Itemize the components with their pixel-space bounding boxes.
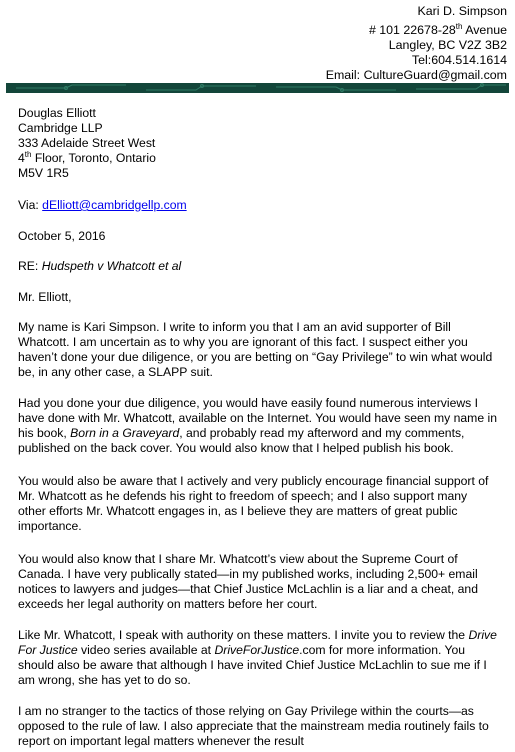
recipient-floor: 4th Floor, Toronto, Ontario: [18, 149, 156, 165]
recipient-postal: M5V 1R5: [18, 166, 69, 180]
paragraph-6: I am no stranger to the tactics of those relying on Gay Privilege within the courts—as opposed to the rule of law. I also appreciate that the mainstream media routinely fails to report on important legal matters whenever the result: [18, 704, 489, 748]
paragraph-2: Had you done your due diligence, you would have easily found numerous interviews I have done with Mr. Whatcott, available on the Internet. You would have seen my name in his book, Born in a Graveyard, and probably read my afterword and my comments, published on the back cover. You would also know that I helped publish his book.: [18, 396, 497, 455]
sender-tel: Tel:604.514.1614: [411, 53, 507, 68]
sender-email: Email: CultureGuard@gmail.com: [325, 68, 507, 83]
recipient-firm: Cambridge LLP: [18, 121, 103, 135]
paragraph-5: Like Mr. Whatcott, I speak with authority on these matters. I invite you to review the Drive For Justice video series available at DriveForJustice.com for more information. You should also be aware that although I have invited Chief Justice McLachlin to sue me if I am wrong, she has yet to do so.: [18, 628, 497, 687]
sender-city: Langley, BC V2Z 3B2: [388, 38, 507, 53]
paragraph-4: You would also know that I share Mr. Whatcott’s view about the Supreme Court of Canada. I have very publically stated—in my published works, including 2,500+ email notices to lawyers and judges—that Chief Justice McLachlin is a liar and a cheat, and exceeds her legal authority on matters before her court.: [18, 552, 478, 611]
recipient-email-link[interactable]: dElliott@cambridgellp.com: [42, 198, 187, 212]
recipient-street: 333 Adelaide Street West: [18, 136, 156, 150]
recipient-block: [18, 106, 156, 181]
paragraph-1: My name is Kari Simpson. I write to inform you that I am an avid supporter of Bill Whatcott. I am uncertain as to why you are ignorant of this fact. I suspect either you haven’t done your due diligence, or you are betting on “Gay Privilege” to win what would be, in any other case, a SLAPP suit.: [18, 320, 493, 379]
sender-block: [326, 4, 507, 83]
recipient-name: Douglas Elliott: [18, 106, 96, 120]
sender-address: # 101 22678-28th Avenue: [368, 22, 507, 38]
circuit-pattern-icon: [6, 83, 509, 93]
letterhead-band: [6, 83, 509, 93]
salutation: Mr. Elliott,: [18, 290, 72, 304]
subject-line: RE: Hudspeth v Whatcott et al: [18, 259, 182, 273]
paragraph-3: You would also be aware that I actively and very publicly encourage financial support of Mr. Whatcott as he defends his right to freedom of speech; and I also support many other efforts Mr. Whatcott engages in, as I believe they are matters of great public importance.: [18, 474, 489, 533]
letter-date: October 5, 2016: [18, 229, 106, 243]
via-line: Via: dElliott@cambridgellp.com: [18, 198, 187, 212]
sender-name: Kari D. Simpson: [417, 4, 507, 18]
